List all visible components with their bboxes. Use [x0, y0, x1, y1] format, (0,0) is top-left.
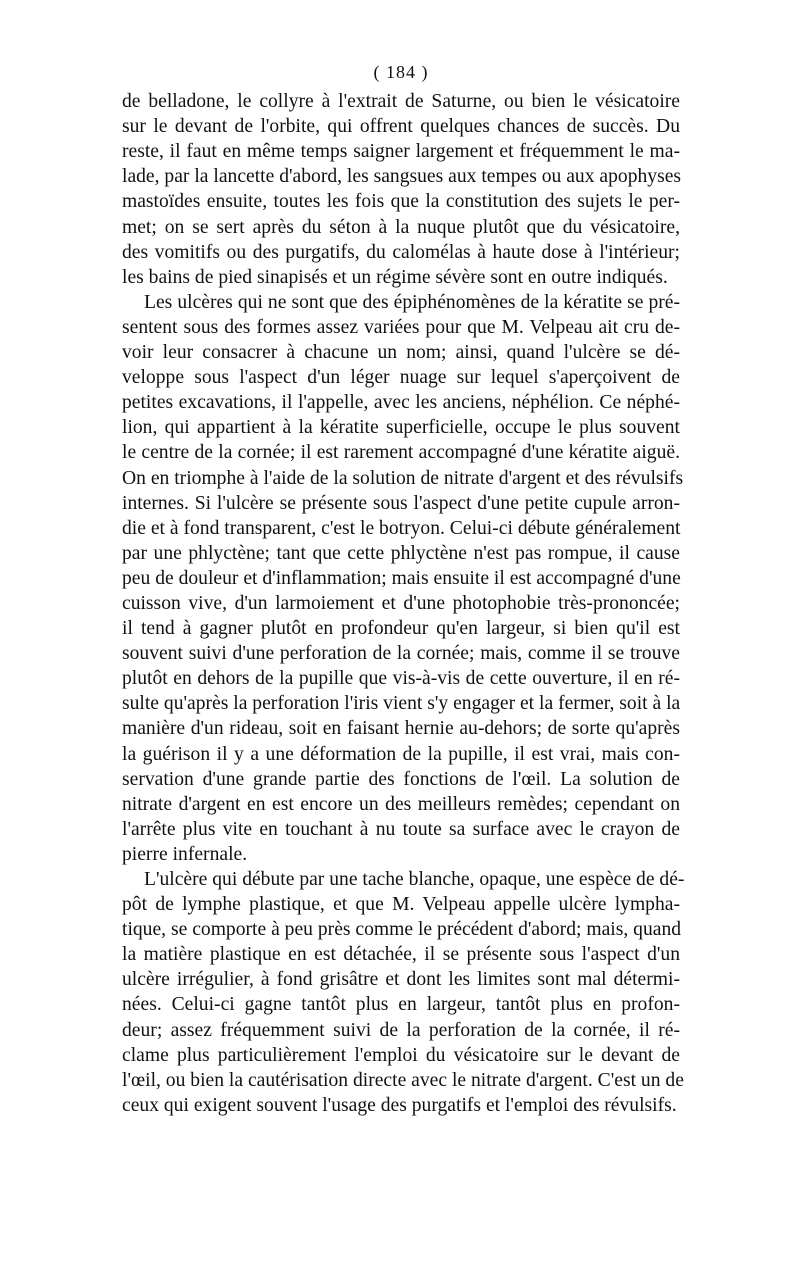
body-text [122, 89, 685, 1118]
text-line: la guérison il y a une déformation de la pupille, il est vrai, mais con- [122, 743, 680, 765]
text-line: petites excavations, il l'appelle, avec les anciens, néphélion. Ce néphé- [122, 392, 680, 414]
text-line: nées. Celui-ci gagne tantôt plus en largeur, tantôt plus en profon- [122, 994, 680, 1016]
text-line: souvent suivi d'une perforation de la cornée; mais, comme il se trouve [122, 643, 680, 665]
text-line: servation d'une grande partie des fonctions de l'œil. La solution de [122, 768, 680, 790]
paragraph [122, 89, 680, 290]
text-line: l'œil, ou bien la cautérisation directe avec le nitrate d'argent. C'est un de [122, 1069, 684, 1091]
text-line: met; on se sert après du séton à la nuque plutôt que du vésicatoire, [122, 216, 680, 238]
text-line: On en triomphe à l'aide de la solution de nitrate d'argent et des révulsifs [122, 467, 684, 489]
paragraph [122, 290, 684, 867]
text-line: l'arrête plus vite en touchant à nu toute sa surface avec le crayon de [122, 818, 680, 840]
text-line: peu de douleur et d'inflammation; mais ensuite il est accompagné d'une [122, 567, 681, 589]
text-line: clame plus particulièrement l'emploi du vésicatoire sur le devant de [122, 1044, 680, 1066]
text-line: sur le devant de l'orbite, qui offrent quelques chances de succès. Du [122, 116, 680, 138]
text-line: il tend à gagner plutôt en profondeur qu'en largeur, si bien qu'il est [122, 618, 680, 640]
text-line: pierre infernale. [122, 843, 248, 865]
text-line: les bains de pied sinapisés et un régime sévère sont en outre indiqués. [122, 266, 668, 288]
text-line: ulcère irrégulier, à fond grisâtre et dont les limites sont mal détermi- [122, 969, 680, 991]
text-line: sentent sous des formes assez variées pour que M. Velpeau ait cru de- [122, 316, 680, 338]
text-line: lion, qui appartient à la kératite superficielle, occupe le plus souvent [122, 417, 680, 439]
text-line: sulte qu'après la perforation l'iris vient s'y engager et la fermer, soit à la [122, 693, 681, 715]
text-line: lade, par la lancette d'abord, les sangsues aux tempes ou aux apophyses [122, 166, 682, 188]
text-line: reste, il faut en même temps saigner largement et fréquemment le ma- [122, 141, 680, 163]
text-line: internes. Si l'ulcère se présente sous l'aspect d'une petite cupule arron- [122, 492, 680, 514]
page-number: ( 184 ) [373, 62, 429, 82]
text-line: plutôt en dehors de la pupille que vis-à-vis de cette ouverture, il en ré- [122, 668, 680, 690]
text-line: ceux qui exigent souvent l'usage des purgatifs et l'emploi des révulsifs. [122, 1094, 677, 1116]
text-line: la matière plastique en est détachée, il se présente sous l'aspect d'un [122, 944, 680, 966]
text-line: cuisson vive, d'un larmoiement et d'une photophobie très-prononcée; [122, 592, 680, 614]
text-line: pôt de lymphe plastique, et que M. Velpeau appelle ulcère lympha- [122, 894, 680, 916]
text-line: nitrate d'argent en est encore un des meilleurs remèdes; cependant on [122, 793, 680, 815]
text-line: L'ulcère qui débute par une tache blanche, opaque, une espèce de dé- [144, 869, 685, 890]
text-line: die et à fond transparent, c'est le botryon. Celui-ci débute généralement [122, 517, 681, 539]
book-page [122, 60, 685, 1118]
text-line: voir leur consacrer à chacune un nom; ainsi, quand l'ulcère se dé- [122, 342, 680, 364]
text-line: de belladone, le collyre à l'extrait de Saturne, ou bien le vésicatoire [122, 91, 680, 113]
text-line: des vomitifs ou des purgatifs, du calomélas à haute dose à l'intérieur; [122, 241, 680, 263]
text-line: mastoïdes ensuite, toutes les fois que la constitution des sujets le per- [122, 191, 680, 213]
text-line: par une phlyctène; tant que cette phlyctène n'est pas rompue, il cause [122, 542, 680, 564]
paragraph [122, 867, 685, 1118]
text-line: veloppe sous l'aspect d'un léger nuage sur lequel s'aperçoivent de [122, 367, 680, 389]
text-line: deur; assez fréquemment suivi de la perforation de la cornée, il ré- [122, 1019, 680, 1041]
text-line: manière d'un rideau, soit en faisant hernie au-dehors; de sorte qu'après [122, 718, 680, 740]
text-line: Les ulcères qui ne sont que des épiphénomènes de la kératite se pré- [144, 291, 680, 313]
text-line: le centre de la cornée; il est rarement accompagné d'une kératite aiguë. [122, 442, 680, 464]
text-line: tique, se comporte à peu près comme le précédent d'abord; mais, quand [122, 919, 682, 941]
